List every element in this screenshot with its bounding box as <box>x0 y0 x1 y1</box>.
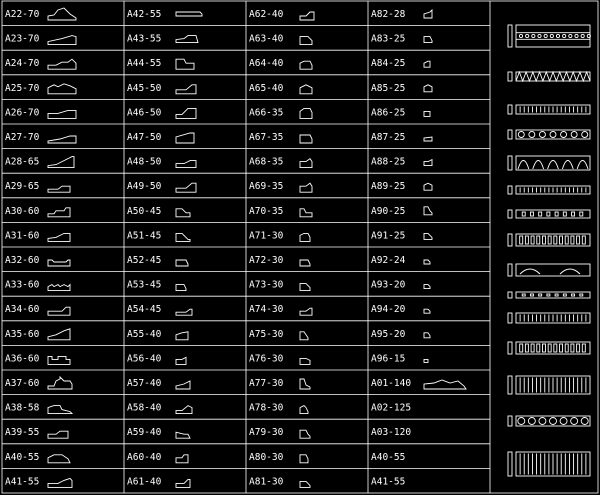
profile-code-label: A43-55 <box>127 33 162 45</box>
moulding-profile-drawing <box>176 479 190 487</box>
moulding-profile-drawing <box>176 332 188 340</box>
moulding-profile-drawing <box>48 455 70 463</box>
profile-code-label: A54-45 <box>127 304 162 316</box>
profile-code-label: A03-120 <box>371 427 412 439</box>
profile-code-label: A83-25 <box>371 33 406 45</box>
profile-code-label: A29-65 <box>5 181 40 193</box>
strip-end-profile <box>508 264 512 276</box>
profile-code-label: A34-60 <box>5 304 40 316</box>
profile-code-label: A02-125 <box>371 402 412 414</box>
profile-code-label: A95-20 <box>371 328 406 340</box>
strip-end-profile <box>508 186 512 194</box>
moulding-profile-drawing <box>300 37 312 45</box>
profile-code-label: A69-35 <box>249 181 284 193</box>
moulding-profile-drawing <box>176 36 198 43</box>
profile-code-label: A90-25 <box>371 205 406 217</box>
moulding-profile-drawing <box>424 309 430 313</box>
moulding-profile-drawing <box>424 260 430 264</box>
profile-code-label: A71-30 <box>249 230 284 242</box>
profile-code-label: A26-70 <box>5 107 40 119</box>
profile-code-label: A94-20 <box>371 304 406 316</box>
profile-code-label: A68-35 <box>249 156 284 168</box>
moulding-profile-drawing <box>300 12 314 20</box>
profile-code-label: A33-60 <box>5 279 40 291</box>
profile-code-label: A63-40 <box>249 33 284 45</box>
moulding-profile-drawing <box>176 59 194 69</box>
moulding-profile-drawing <box>48 285 70 291</box>
moulding-profile-drawing <box>424 10 432 18</box>
strip-end-profile <box>508 234 512 246</box>
profile-code-label: A82-28 <box>371 9 406 20</box>
profile-code-label: A41-55 <box>371 476 406 488</box>
moulding-profile-drawing <box>176 233 190 241</box>
strip-end-profile <box>508 452 512 476</box>
strip-end-profile <box>508 292 512 298</box>
moulding-profile-drawing <box>48 186 70 192</box>
strip-end-profile <box>508 313 512 323</box>
profile-code-label: A89-25 <box>371 181 406 193</box>
profile-code-label: A74-30 <box>249 304 284 316</box>
moulding-profile-drawing <box>176 406 192 414</box>
moulding-profile-drawing <box>300 85 312 94</box>
profile-code-label: A52-45 <box>127 255 162 266</box>
decorative-strip-samples <box>508 25 590 476</box>
moulding-profile-drawing <box>300 332 308 340</box>
profile-labels <box>5 9 411 487</box>
moulding-profile-drawing <box>300 406 308 414</box>
moulding-profile-drawing <box>176 209 190 217</box>
profile-code-label: A27-70 <box>5 132 40 143</box>
profile-code-label: A73-30 <box>249 279 284 291</box>
profile-code-label: A58-40 <box>127 402 162 414</box>
moulding-profile-drawing <box>48 208 70 217</box>
moulding-profile-drawing <box>300 108 312 118</box>
profile-code-label: A78-30 <box>249 402 284 414</box>
moulding-profile-drawing <box>300 209 312 217</box>
profile-code-label: A35-60 <box>5 328 40 340</box>
moulding-profile-drawing <box>48 233 70 241</box>
profile-code-label: A47-50 <box>127 132 162 143</box>
profile-code-label: A87-25 <box>371 132 406 143</box>
profile-code-label: A39-55 <box>5 427 40 439</box>
moulding-profile-drawing <box>48 36 76 45</box>
strip-sample <box>516 292 590 298</box>
moulding-profile-drawing <box>176 260 188 266</box>
moulding-profile-drawing <box>176 133 194 143</box>
moulding-profile-drawing <box>300 358 310 364</box>
moulding-profile-drawing <box>48 307 70 315</box>
moulding-profile-drawing <box>48 356 70 364</box>
profile-code-label: A38-58 <box>5 402 40 414</box>
moulding-profile-drawing <box>176 285 186 291</box>
profile-code-label: A24-70 <box>5 58 40 70</box>
profile-code-label: A42-55 <box>127 9 162 20</box>
profile-code-label: A40-55 <box>5 451 40 463</box>
moulding-profile-drawing <box>48 377 72 389</box>
moulding-profile-drawing <box>176 85 196 94</box>
moulding-profile-drawing <box>300 159 312 168</box>
profile-code-label: A85-25 <box>371 82 406 94</box>
moulding-profile-drawing <box>48 157 74 168</box>
moulding-profile-drawing <box>300 481 310 487</box>
profile-code-label: A88-25 <box>371 156 406 168</box>
moulding-profile-drawing <box>48 110 76 118</box>
moulding-profile-drawing <box>176 381 190 389</box>
profile-code-label: A62-40 <box>249 9 284 20</box>
moulding-profile-drawing <box>424 333 430 338</box>
profile-code-label: A72-30 <box>249 255 284 266</box>
profile-code-label: A25-70 <box>5 82 40 94</box>
strip-end-profile <box>508 72 512 81</box>
moulding-profile-drawing <box>176 183 196 192</box>
moulding-profile-drawing <box>176 12 202 16</box>
moulding-profile-drawing <box>176 432 190 438</box>
profile-code-label: A76-30 <box>249 353 284 365</box>
moulding-profile-drawing <box>48 8 76 20</box>
strip-end-profile <box>508 342 512 354</box>
moulding-profile-drawing <box>48 260 70 266</box>
moulding-profile-drawing <box>48 84 76 94</box>
strip-end-profile <box>508 105 512 114</box>
profile-code-label: A93-20 <box>371 279 406 291</box>
profile-code-label: A53-45 <box>127 279 162 291</box>
moulding-profile-drawing <box>300 379 310 389</box>
moulding-profile-drawing <box>424 359 428 362</box>
profile-code-label: A49-50 <box>127 181 162 193</box>
profile-code-label: A28-65 <box>5 156 40 168</box>
moulding-profile-drawing <box>424 183 432 190</box>
profile-code-label: A22-70 <box>5 9 40 20</box>
profile-code-label: A36-60 <box>5 353 40 365</box>
profile-code-label: A57-40 <box>127 378 162 389</box>
moulding-profile-drawing <box>424 111 430 116</box>
moulding-profile-drawing <box>424 61 430 67</box>
moulding-profile-drawing <box>48 136 76 143</box>
moulding-profile-drawing <box>176 108 196 118</box>
moulding-profile-drawing <box>48 329 70 340</box>
moulding-profile-drawing <box>300 135 312 143</box>
moulding-profile-drawing <box>300 233 310 241</box>
profile-code-label: A41-55 <box>5 476 40 488</box>
profile-code-label: A67-35 <box>249 132 284 143</box>
strip-end-profile <box>508 210 512 218</box>
profile-code-label: A31-60 <box>5 230 40 242</box>
profile-code-label: A44-55 <box>127 58 162 70</box>
strip-sample <box>516 72 590 81</box>
moulding-profile-drawing <box>424 233 432 239</box>
moulding-profile-drawing <box>48 406 72 414</box>
profile-code-label: A91-25 <box>371 230 406 242</box>
moulding-profile-drawing <box>424 207 432 215</box>
profile-code-label: A55-40 <box>127 328 162 340</box>
moulding-profile-drawing <box>300 284 310 291</box>
moulding-profile-drawing <box>48 59 76 69</box>
table-grid <box>2 1 598 493</box>
profile-code-label: A64-40 <box>249 58 284 70</box>
moulding-profile-drawing <box>300 455 308 463</box>
profile-code-label: A56-40 <box>127 353 162 365</box>
profile-drawings <box>48 8 466 487</box>
moulding-profile-drawing <box>48 478 72 487</box>
strip-end-profile <box>508 416 512 426</box>
moulding-profile-drawing <box>48 431 68 438</box>
profile-code-label: A81-30 <box>249 476 284 488</box>
profile-code-label: A59-40 <box>127 427 162 439</box>
strip-end-profile <box>508 130 512 139</box>
profile-code-label: A46-50 <box>127 107 162 119</box>
moulding-profile-drawing <box>424 37 432 43</box>
profile-code-label: A32-60 <box>5 255 40 266</box>
profile-code-label: A23-70 <box>5 33 40 45</box>
profile-code-label: A65-40 <box>249 82 284 94</box>
moulding-profile-drawing <box>424 285 430 289</box>
profile-code-label: A77-30 <box>249 378 284 389</box>
moulding-profile-drawing <box>300 183 312 192</box>
moulding-profile-drawing <box>300 430 310 438</box>
moulding-profile-drawing <box>424 85 432 92</box>
profile-code-label: A60-40 <box>127 451 162 463</box>
strip-sample <box>516 210 590 218</box>
moulding-profile-drawing <box>300 308 312 315</box>
moulding-profile-drawing <box>300 260 310 266</box>
profile-code-label: A51-45 <box>127 230 162 242</box>
moulding-profile-drawing <box>424 160 432 166</box>
moulding-profile-drawing <box>176 161 196 168</box>
profile-code-label: A30-60 <box>5 205 40 217</box>
profile-code-label: A86-25 <box>371 107 406 119</box>
strip-sample <box>516 156 590 170</box>
profile-code-label: A37-60 <box>5 378 40 389</box>
moulding-profile-drawing <box>424 380 466 389</box>
profile-code-label: A79-30 <box>249 427 284 439</box>
strip-end-profile <box>508 376 512 394</box>
moulding-profile-drawing <box>176 357 186 364</box>
profile-code-label: A40-55 <box>371 451 406 463</box>
moulding-profile-drawing <box>176 455 188 463</box>
profile-code-label: A48-50 <box>127 156 162 168</box>
strip-end-profile <box>508 25 512 47</box>
profile-code-label: A70-35 <box>249 205 284 217</box>
profile-code-label: A92-24 <box>371 255 406 266</box>
profile-code-label: A84-25 <box>371 58 406 70</box>
profile-code-label: A45-50 <box>127 82 162 94</box>
profile-code-label: A61-40 <box>127 476 162 488</box>
profile-code-label: A96-15 <box>371 353 406 365</box>
strip-end-profile <box>508 156 512 170</box>
profile-code-label: A01-140 <box>371 378 412 389</box>
profile-code-label: A75-30 <box>249 328 284 340</box>
profile-code-label: A66-35 <box>249 107 284 119</box>
profile-code-label: A50-45 <box>127 205 162 217</box>
moulding-profile-drawing <box>300 61 312 69</box>
strip-sample <box>516 264 590 276</box>
profile-code-label: A80-30 <box>249 451 284 463</box>
moulding-profile-drawing <box>424 137 432 141</box>
moulding-profile-drawing <box>176 309 192 315</box>
